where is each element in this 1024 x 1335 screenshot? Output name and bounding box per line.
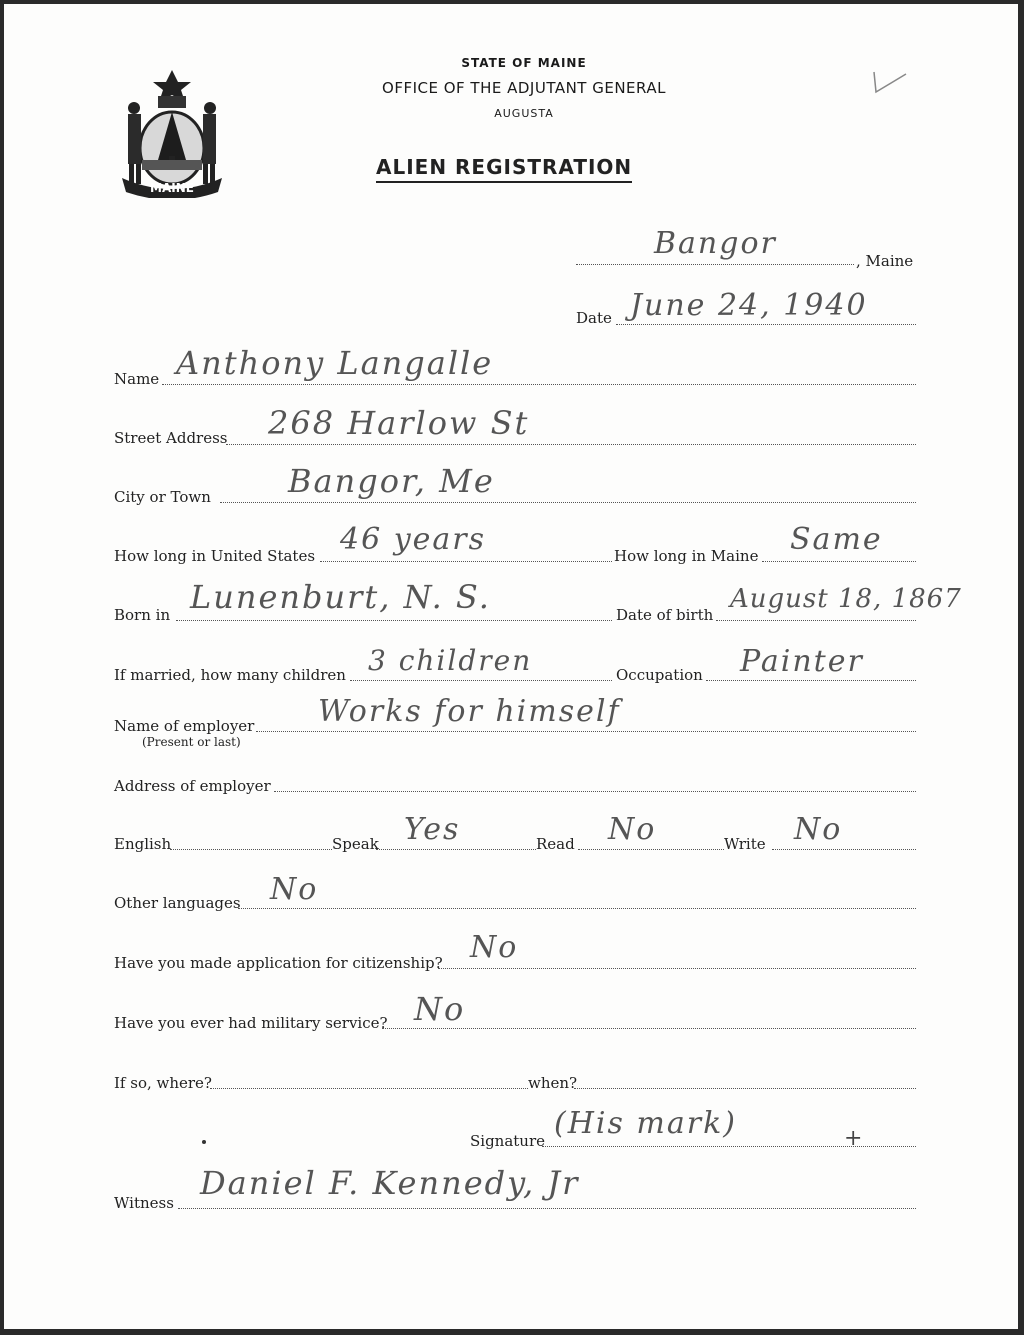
when-label: when? (528, 1074, 578, 1092)
how-long-maine-value: Same (790, 522, 883, 557)
stray-dot (202, 1140, 206, 1144)
speak-label: Speak (332, 835, 379, 853)
town-value: Bangor (654, 226, 777, 261)
write-value: No (794, 812, 843, 847)
where-line (210, 1088, 528, 1089)
how-long-us-line (320, 561, 612, 562)
read-label: Read (536, 835, 575, 853)
header-city: AUGUSTA (494, 107, 554, 120)
check-mark-icon (870, 68, 910, 98)
where-label: If so, where? (114, 1074, 212, 1092)
header-state: STATE OF MAINE (461, 56, 587, 70)
english-line (170, 849, 332, 850)
employer-line (256, 731, 916, 732)
born-in-line (176, 620, 612, 621)
english-label: English (114, 835, 172, 853)
dob-line (716, 620, 916, 621)
name-line (162, 384, 916, 385)
military-value: No (414, 990, 466, 1028)
city-value: Bangor, Me (288, 462, 495, 500)
city-line (220, 502, 916, 503)
occupation-label: Occupation (616, 666, 703, 684)
name-label: Name (114, 370, 160, 388)
other-languages-line (238, 908, 916, 909)
town-line (576, 264, 854, 265)
name-value: Anthony Langalle (176, 344, 494, 382)
page-title: ALIEN REGISTRATION (376, 155, 632, 183)
employer-address-label: Address of employer (114, 777, 271, 795)
signature-value: (His mark) (554, 1106, 737, 1141)
children-value: 3 children (368, 644, 533, 677)
street-value: 268 Harlow St (268, 404, 530, 442)
other-languages-label: Other languages (114, 894, 241, 912)
witness-label: Witness (114, 1194, 174, 1212)
occupation-value: Painter (740, 644, 864, 679)
write-line (772, 849, 916, 850)
speak-value: Yes (404, 812, 461, 847)
citizenship-line (438, 968, 916, 969)
employer-label: Name of employer (114, 717, 255, 735)
city-label: City or Town (114, 488, 211, 506)
witness-line (178, 1208, 916, 1209)
employer-address-line (274, 791, 916, 792)
other-languages-value: No (270, 872, 319, 907)
write-label: Write (724, 835, 766, 853)
signature-label: Signature (470, 1132, 546, 1150)
employer-value: Works for himself (318, 694, 621, 729)
born-in-value: Lunenburt, N. S. (190, 578, 491, 616)
how-long-maine-line (762, 561, 916, 562)
maine-label: , Maine (856, 252, 914, 270)
seal-label: MAINE (150, 181, 194, 195)
registration-form (4, 4, 1018, 1329)
header-office: OFFICE OF THE ADJUTANT GENERAL (382, 79, 666, 97)
how-long-us-label: How long in United States (114, 547, 316, 565)
how-long-us-value: 46 years (340, 522, 487, 557)
read-value: No (608, 812, 657, 847)
how-long-maine-label: How long in Maine (614, 547, 759, 565)
date-label: Date (576, 309, 612, 327)
state-seal-icon (118, 68, 226, 198)
signature-mark: + (844, 1126, 863, 1151)
date-line (616, 324, 916, 325)
military-label: Have you ever had military service? (114, 1014, 388, 1032)
occupation-line (706, 680, 916, 681)
employer-note: (Present or last) (142, 735, 241, 749)
born-in-label: Born in (114, 606, 171, 624)
citizenship-label: Have you made application for citizenship? (114, 954, 443, 972)
when-line (574, 1088, 916, 1089)
speak-line (376, 849, 536, 850)
children-label: If married, how many children (114, 666, 346, 684)
military-line (382, 1028, 916, 1029)
street-label: Street Address (114, 429, 228, 447)
dob-value: August 18, 1867 (730, 584, 962, 614)
children-line (350, 680, 612, 681)
dob-label: Date of birth (616, 606, 714, 624)
witness-value: Daniel F. Kennedy, Jr (200, 1164, 580, 1202)
date-value: June 24, 1940 (630, 288, 868, 323)
citizenship-value: No (470, 930, 519, 965)
read-line (578, 849, 724, 850)
street-line (226, 444, 916, 445)
